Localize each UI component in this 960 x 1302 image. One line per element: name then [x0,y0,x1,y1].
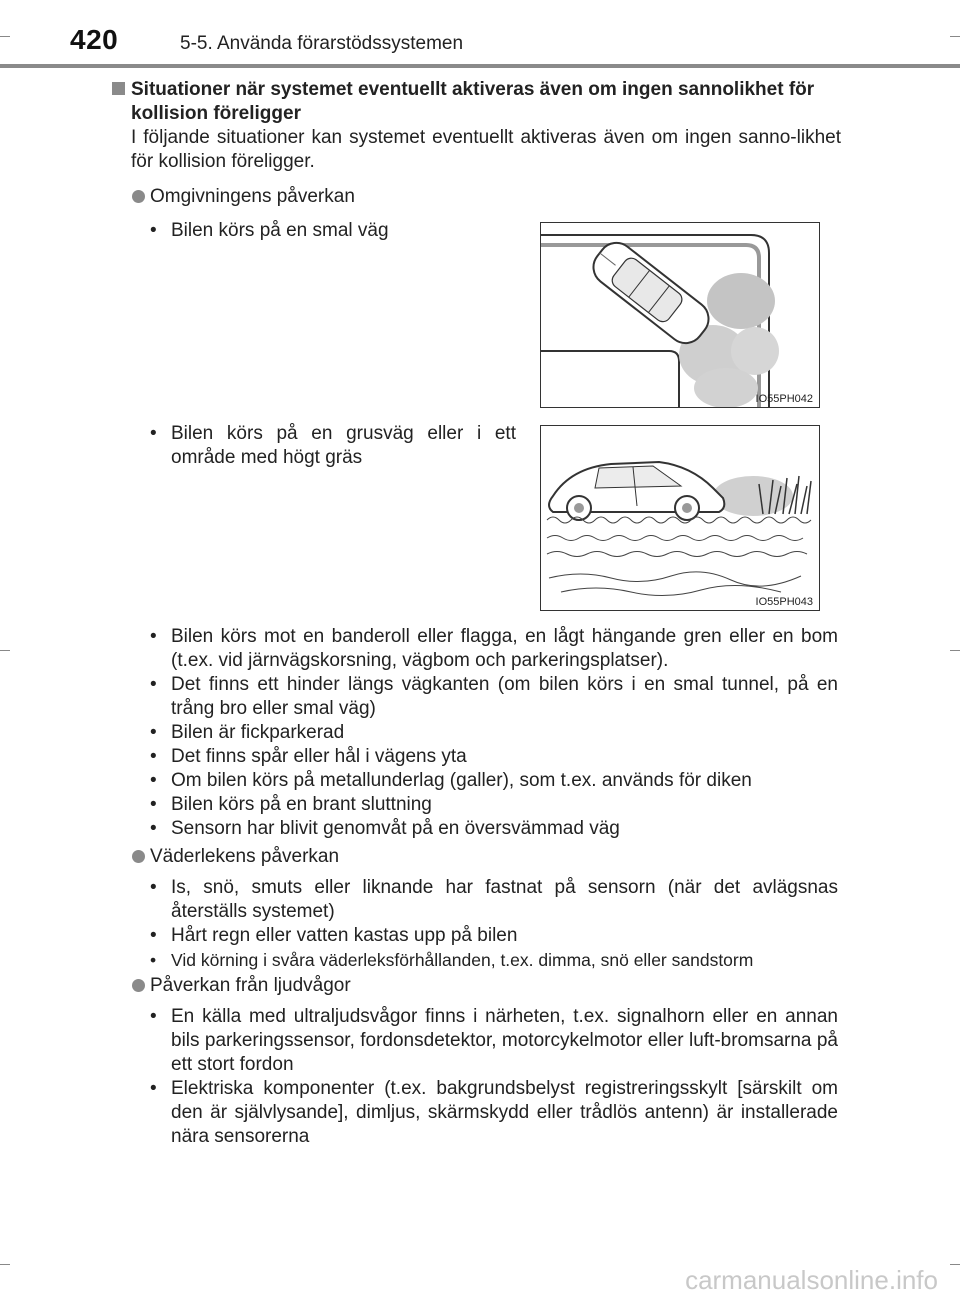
section-title: 5-5. Använda förarstödssystemen [180,33,464,54]
page-header [0,0,960,70]
bullet-icon: • [150,220,157,241]
car-gravel-grass-illustration-icon [541,426,819,610]
bullet-icon: • [150,746,157,767]
figure-gravel-grass [540,425,820,611]
list-item-text: En källa med ultraljudsvågor finns i närheten, t.ex. signalhorn eller en annan bils parkeringssensor, fordonsdetektor, motorcykelmotor eller luft-bromsarna på ett stort fordon [171,1006,838,1075]
group-dot-icon [132,850,145,863]
car-narrow-road-illustration-icon [541,223,819,407]
figure-code: IO55PH043 [755,596,813,608]
list-item-text: Det finns ett hinder längs vägkanten (om bilen körs i en smal tunnel, på en trång bro eller smal väg) [171,674,838,719]
bullet-icon: • [150,674,157,695]
list-item-text: Sensorn har blivit genomvåt på en översvämmad väg [171,818,620,839]
group-dot-icon [132,190,145,203]
bullet-icon: • [150,1006,157,1027]
bullet-icon: • [150,950,157,970]
group-title-environment: Omgivningens påverkan [150,186,355,207]
list-item-text: Bilen körs på en grusväg eller i ett område med högt gräs [171,423,516,468]
list-item-text: Bilen körs på en brant sluttning [171,794,432,815]
bullet-icon: • [150,423,157,444]
watermark: carmanualsonline.info [685,1265,938,1295]
crop-mark [950,1264,960,1265]
group-dot-icon [132,979,145,992]
crop-mark [950,650,960,651]
group-title-weather: Väderlekens påverkan [150,846,340,867]
bullet-icon: • [150,722,157,743]
crop-mark [0,650,10,651]
bullet-icon: • [150,925,157,946]
bullet-icon: • [150,770,157,791]
section-heading: Situationer när systemet eventuellt aktiveras även om ingen sannolikhet för kollision föreligger [131,79,815,124]
list-item-text: Bilen är fickparkerad [171,722,345,743]
bullet-icon: • [150,877,157,898]
heading-square-icon [112,82,125,95]
intro-paragraph: I följande situationer kan systemet eventuellt aktiveras även om ingen sanno-likhet för kollision föreligger. [131,127,841,172]
group-title-ultrasound: Påverkan från ljudvågor [150,975,351,996]
bullet-icon: • [150,794,157,815]
header-divider [0,64,960,68]
crop-mark [0,1264,10,1265]
list-item-text: Elektriska komponenter (t.ex. bakgrundsbelyst registreringsskylt [särskilt om den är självlysande], dimljus, skärmskydd eller trådlös antenn) är installerade nära sensorerna [171,1078,838,1147]
list-item-text: Is, snö, smuts eller liknande har fastnat på sensorn (när det avlägsnas återställs systemet) [171,877,838,922]
list-item-text: Vid körning i svåra väderleksförhållanden, t.ex. dimma, snö eller sandstorm [171,950,754,970]
list-item-text: Bilen körs på en smal väg [171,220,389,241]
list-item-text: Det finns spår eller hål i vägens yta [171,746,467,767]
page-number: 420 [70,24,119,55]
figure-code: IO55PH042 [755,393,813,405]
list-item-text: Hårt regn eller vatten kastas upp på bilen [171,925,518,946]
list-item-text: Om bilen körs på metallunderlag (galler), som t.ex. används för diken [171,770,752,791]
bullet-icon: • [150,818,157,839]
bullet-icon: • [150,1078,157,1099]
list-item-text: Bilen körs mot en banderoll eller flagga, en lågt hängande gren eller en bom (t.ex. vid järnvägskorsning, vägbom och parkeringsplatser). [171,626,838,671]
figure-narrow-road [540,222,820,408]
bullet-icon: • [150,626,157,647]
